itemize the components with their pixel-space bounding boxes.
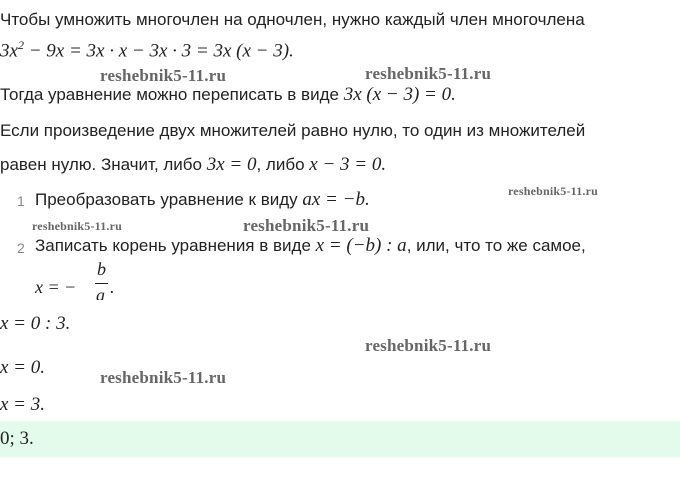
step-1-text: Преобразовать уравнение к виду — [35, 190, 303, 209]
fraction-numerator: b — [97, 259, 106, 279]
step-2-text-after: , или, что то же самое, — [406, 236, 586, 255]
watermark: reshebnik5-11.ru — [100, 368, 227, 387]
step-number-1: 1 — [17, 193, 25, 209]
either-formula-1: 3x = 0 — [206, 154, 257, 175]
step-1-formula: ax = −b. — [302, 189, 370, 210]
step-1 — [35, 189, 370, 211]
fraction-bar — [95, 283, 108, 284]
step-2-formula: x = (−b) : a — [315, 235, 407, 256]
watermark: reshebnik5-11.ru — [508, 184, 598, 198]
step-2 — [35, 235, 586, 257]
fraction-denominator: a — [96, 285, 105, 300]
watermark: reshebnik5-11.ru — [243, 216, 370, 235]
intro-text: Чтобы умножить многочлен на одночлен, нужно каждый член многочлена — [0, 10, 585, 29]
either-formula-2: x − 3 = 0. — [309, 154, 387, 175]
either-line — [0, 154, 386, 176]
either-text-1: равен нулю. Значит, либо — [0, 155, 207, 174]
rewrite-formula: 3x (x − 3) = 0. — [343, 84, 456, 105]
rewrite-text: Тогда уравнение можно переписать в виде — [0, 85, 344, 104]
solution-1: x = 0 : 3. — [0, 313, 71, 334]
product-rule-text: Если произведение двух множителей равно нулю, то один из множителей — [0, 121, 586, 140]
either-text-2: , либо — [256, 155, 310, 174]
watermark: reshebnik5-11.ru — [32, 219, 122, 233]
watermark: reshebnik5-11.ru — [365, 64, 492, 83]
fraction-prefix: x = − — [35, 277, 77, 297]
solution-2: x = 0. — [0, 357, 46, 378]
answer-value: 0; 3. — [0, 428, 34, 449]
rewrite-line — [0, 84, 456, 106]
step-2-text: Записать корень уравнения в виде — [35, 236, 316, 255]
watermark: reshebnik5-11.ru — [365, 336, 492, 355]
fraction-suffix: . — [110, 277, 115, 297]
solution-3: x = 3. — [0, 394, 46, 415]
step-number-2: 2 — [17, 240, 25, 256]
answer-highlight — [0, 421, 680, 457]
expansion-formula: $3x^2 - 9x = 3x \cdot x - 3x \cdot 3 = 3x$ (x − 3). — [0, 38, 294, 62]
watermark: reshebnik5-11.ru — [100, 66, 227, 85]
